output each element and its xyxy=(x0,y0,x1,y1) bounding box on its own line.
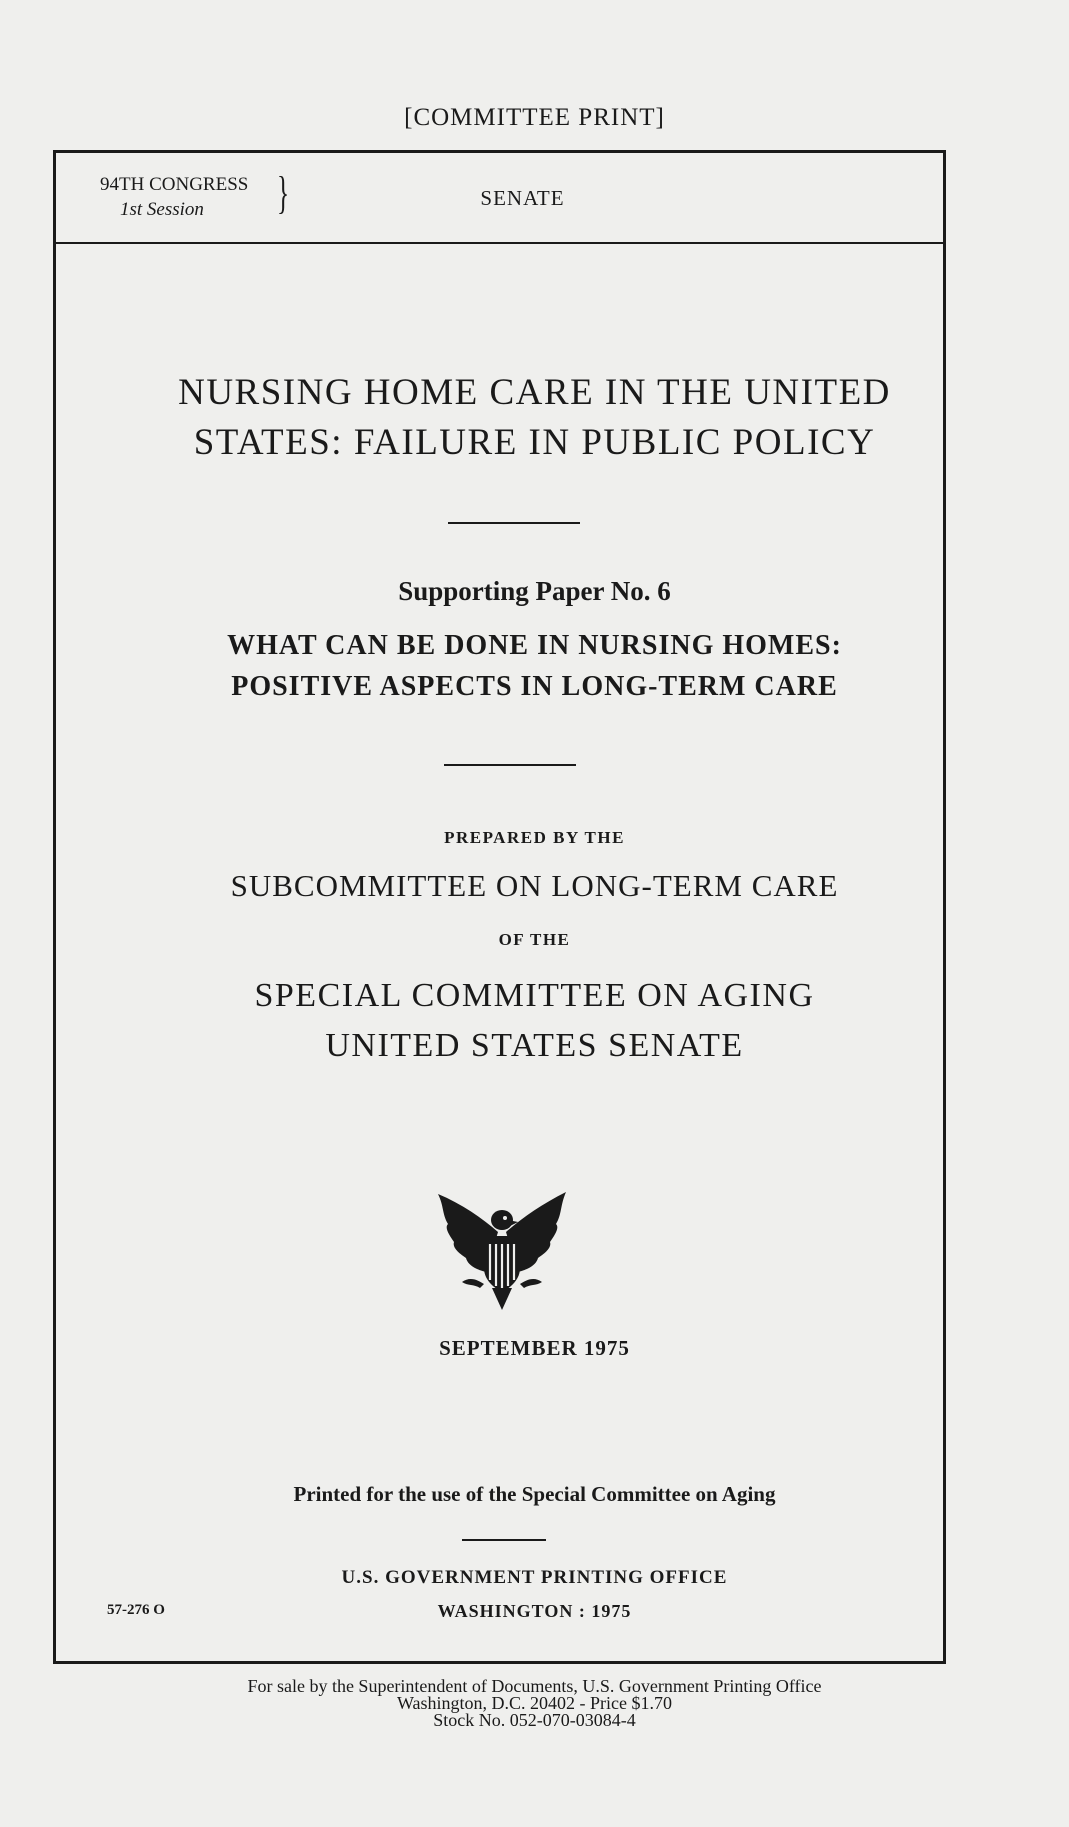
footer-line-2: Washington, D.C. 20402 - Price $1.70 xyxy=(396,1693,673,1713)
header-rule xyxy=(56,242,943,244)
of-the-label: OF THE xyxy=(498,930,571,949)
publication-date: SEPTEMBER 1975 xyxy=(439,1336,630,1360)
divider-rule xyxy=(448,522,580,524)
session-label: 1st Session xyxy=(120,199,204,220)
eagle-seal-icon xyxy=(432,1184,572,1314)
footer-line-3: Stock No. 052-070-03084-4 xyxy=(433,1710,636,1730)
chamber-label: SENATE xyxy=(480,186,565,210)
print-code: 57-276 O xyxy=(107,1602,165,1618)
supporting-paper-number: Supporting Paper No. 6 xyxy=(398,576,671,606)
printed-for-note: Printed for the use of the Special Committee on Aging xyxy=(293,1482,776,1506)
footer-line-1: For sale by the Superintendent of Documents, U.S. Government Printing Office xyxy=(247,1676,822,1696)
printing-office: U.S. GOVERNMENT PRINTING OFFICE xyxy=(341,1567,728,1588)
subtitle-line-2: POSITIVE ASPECTS IN LONG-TERM CARE xyxy=(231,671,838,702)
prepared-by-label: PREPARED BY THE xyxy=(444,828,625,847)
subcommittee-name: SUBCOMMITTEE ON LONG-TERM CARE xyxy=(230,868,839,903)
sale-footer xyxy=(0,1678,1069,1729)
subtitle-line-1: WHAT CAN BE DONE IN NURSING HOMES: xyxy=(227,630,842,661)
brace-glyph: } xyxy=(276,167,290,218)
committee-name-line-2: UNITED STATES SENATE xyxy=(325,1027,744,1064)
committee-print-label: [COMMITTEE PRINT] xyxy=(404,104,665,131)
printing-place-year: WASHINGTON : 1975 xyxy=(437,1601,632,1621)
committee-name-line-1: SPECIAL COMMITTEE ON AGING xyxy=(254,977,815,1014)
divider-rule xyxy=(462,1539,546,1541)
divider-rule xyxy=(444,764,576,766)
title-line-1: NURSING HOME CARE IN THE UNITED xyxy=(178,372,891,413)
title-line-2: STATES: FAILURE IN PUBLIC POLICY xyxy=(193,422,876,463)
congress-label: 94TH CONGRESS xyxy=(100,174,249,195)
